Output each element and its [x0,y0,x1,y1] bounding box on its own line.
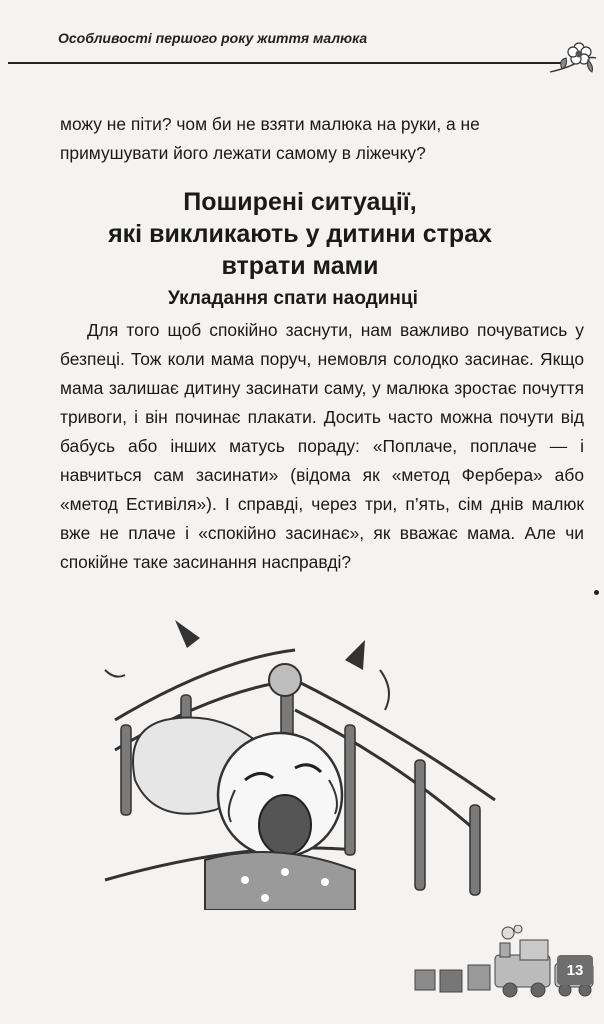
section-heading-line-3: втрати мами [221,252,379,280]
crying-baby-illustration [95,610,515,910]
paragraph-continued: можу не піти? чом би не взяти малюка на руки, а не примушувати його лежати самому в ліжечку? [60,114,480,163]
section-heading-line-1: Поширені ситуації, [183,188,417,216]
section-heading-line-2: які викликають у дитини страх [108,220,492,248]
paragraph-main: Для того щоб спокійно заснути, нам важливо почуватись у безпеці. Тож коли мама поруч, немовля солодко засинає. Якщо мама залишає дитину засинати саму, у малюка зростає почуття тривоги, і він починає плакати. Досить часто можна почути від бабусь або інших матусь пораду: «Поплаче, поплаче — і навчиться сам засинати» (відома як «метод Фербера» або «метод Естивіля»). І справді, через три, п’ять, сім днів малюк вже не плаче і «спокійно засинає», як вважає мама. Але чи спокійне таке засинання насправді? [60,320,584,572]
section-heading [100,186,500,282]
margin-dot [594,590,599,595]
header-rule [8,62,563,64]
running-header: Особливості першого року життя малюка [58,30,368,46]
flower-icon [548,38,598,80]
page-number: 13 [557,955,593,985]
subheading: Укладання спати наодинці [168,288,418,309]
